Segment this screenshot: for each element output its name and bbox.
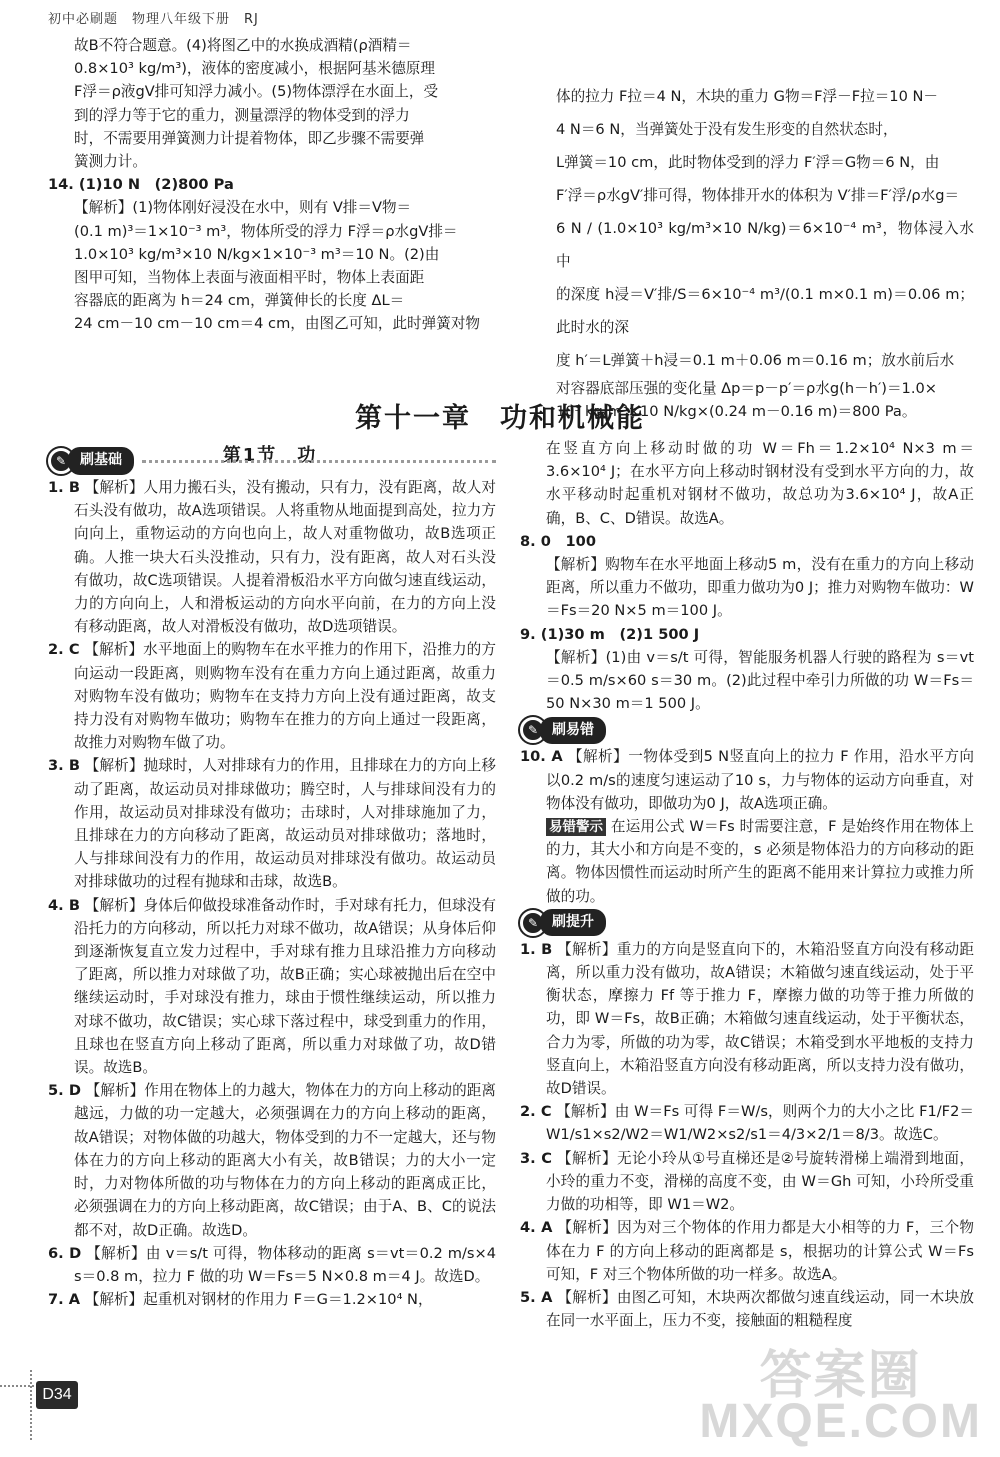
text-line: (0.1 m)³＝1×10⁻³ m³，物体所受的浮力 F浮＝ρ水gV排＝ [74,222,458,240]
answer-text: 【解析】由 W＝Fs 可得 F＝W/s，则两个力的大小之比 F1/F2＝W1/s1×s2/W2＝W1/W2×s2/s1＝4/3×2/1＝8/3。故选C。 [546,1103,974,1144]
answer-number: 8. 0 100 [520,532,596,550]
answer-item [520,437,974,530]
running-header: 初中必刷题 物理八年级下册 RJ [48,12,259,27]
answer-text: 【解析】人用力搬石头，没有搬动，只有力，没有距离，故人对石头没有做功，故A选项错误。人将重物从地面提到高处，拉力方向向上，重物运动的方向也向上，故人对重物做功，故B选项正确。人推一块大石头没推动，只有力，没有距离，故人对石头没有做功，故C选项错误。人提着滑板沿水平方向做匀速直线运动，力的方向向上，人和滑板运动的方向水平向前，在力的方向上没有移动距离，故人对滑板没有做功，故D选项错误。 [74,479,496,636]
watermark-logo [699,1333,982,1449]
warning-block [520,815,974,908]
watermark-url: MXQE.COM [699,1395,982,1448]
answer-number: 5. D [48,1082,81,1100]
answer-number: 10. A [520,748,563,766]
answer-item [520,745,974,815]
error-answer-list [520,745,974,815]
text-line: 对容器底部压强的变化量 Δp＝p－p′＝ρ水g(h－h′)＝1.0× [556,380,937,397]
answer-item [520,1216,974,1286]
right-column-top [556,80,974,423]
answer-text: 【解析】由图乙可知，木块两次都做匀速直线运动，同一木块放在同一水平面上，压力不变，接触面的粗糙程度 [546,1288,974,1330]
text-line: 体的拉力 F拉＝4 N，木块的重力 G物＝F浮－F拉＝10 N－ [556,88,939,105]
text-line: 6 N / (1.0×10³ kg/m³×10 N/kg)＝6×10⁻⁴ m³，物体浸入水中 [556,220,974,270]
answer-text: 【解析】一物体受到5 N竖直向上的拉力 F 作用，沿水平方向以0.2 m/s的速度匀速运动了10 s，力与物体的运动方向垂直，对物体没有做功，即做功为0 J，故A选项正确。 [546,748,975,812]
answer-item [520,1147,974,1217]
text-line: 度 h′＝L弹簧＋h浸＝0.1 m＋0.06 m＝0.16 m；放水前后水 [556,352,955,369]
answer-item [48,1288,496,1311]
answer-item [520,938,974,1100]
pencil-icon: ✎ [48,448,74,474]
tag-label: 刷基础 [68,447,134,474]
improve-answer-list [520,938,974,1332]
text-line: 到的浮力等于它的重力，测量漂浮的物体受到的浮力 [74,106,410,124]
answer-item [520,530,974,553]
warning-text: 在运用公式 W＝Fs 时需要注意，F 是始终作用在物体上的力，其大小和方向是不变的，s 必须是物体沿力的方向移动的距离。物体因惯性而运动时所产生的距离不能用来计算拉力或推力所做的功。 [546,818,974,905]
text-line: 4 N＝6 N，当弹簧处于没有发生形变的自然状态时， [556,121,898,138]
watermark-text: 答案圈 [759,1347,922,1405]
text-line: 24 cm－10 cm－10 cm＝4 cm，由图乙可知，此时弹簧对物 [74,315,481,333]
answer-number: 7. A [48,1291,81,1309]
answer-item [520,1286,974,1332]
answer-item [520,646,974,716]
dotted-divider [142,460,496,463]
text-line: 1.0×10³ kg/m³×10 N/kg×1×10⁻³ m³＝10 N。(2)由 [74,245,440,263]
answer-text: 【解析】起重机对钢材的作用力 F＝G＝1.2×10⁴ N， [84,1291,433,1309]
text-line: 的深度 h浸＝V′排/S＝6×10⁻⁴ m³/(0.1 m×0.1 m)＝0.06 m；此时水的深 [556,286,974,336]
answer-number: 9. (1)30 m (2)1 500 J [520,625,700,643]
text-line: F浮＝ρ液gV排可知浮力减小。(5)物体漂浮在水面上，受 [74,83,439,101]
left-column-main [48,446,496,1311]
pencil-icon: ✎ [520,717,546,743]
answer-number: 1. B [520,940,553,958]
answer-14-head: 14. (1)10 N (2)800 Pa [48,176,234,194]
answer-item [520,1100,974,1146]
tag-label: 刷易错 [540,717,606,744]
tag-label: 刷提升 [540,909,606,936]
answer-text: 【解析】身体后仰做投球准备动作时，手对球有托力，但球没有沿托力的方向移动，所以托力对球不做功，故A错误；从身体后仰到逐渐恢复直立发力过程中，手对球有推力且球沿推力方向移动了距离，所以推力对球做了功，故B正确；实心球被抛出后在空中继续运动时，手对球没有推力，球由于惯性继续运动，所以推力对球不做功，故C错误；实心球下落过程中，球受到重力的作用，且球也在竖直方向上移动了距离，所以重力对球做了功，故D错误。故选B。 [74,896,496,1077]
text-line: 【解析】(1)物体刚好浸没在水中，则有 V排＝V物＝ [74,199,412,217]
pencil-icon: ✎ [520,910,546,936]
corner-dotted-line [0,1385,34,1387]
answer-text: 【解析】作用在物体上的力越大，物体在力的方向上移动的距离越远，力做的功一定越大，必须强调在力的方向上移动的距离，故A错误；对物体做的功越大，物体受到的力不一定越大，还与物体在力的方向上移动的距离大小有关，故B错误；力的大小一定时，力对物体所做的功与物体在力的方向上移动的距离成正比，必须强调在力的方向上移动距离，故C错误；由于A、B、C的说法都不对，故D正确。故选D。 [74,1082,496,1239]
answer-item [48,754,496,893]
left-column-top [48,34,496,336]
answer-number: 1. B [48,479,80,496]
answer-text: 【解析】水平地面上的购物车在水平推力的作用下，沿推力的方向运动一段距离，则购物车没有在重力方向上通过距离，故重力对购物车没有做功；购物车在支持力方向上没有通过距离，故支持力没有对购物车做功；购物车在推力的方向上通过一段距离，故推力对购物车做了功。 [74,641,496,752]
text-line: 簧测力计。 [74,153,147,171]
answer-item [48,476,496,638]
answer-number: 2. C [520,1103,552,1121]
answer-text: 【解析】因为对三个物体的作用力都是大小相等的力 F，三个物体在力 F 的方向上移动的距离都是 s，根据功的计算公式 W＝Fs 可知，F 对三个物体所做的功一样多。故选A。 [546,1219,974,1283]
section-tag-error [520,715,974,745]
answer-text: 【解析】无论小玲从①号直梯还是②号旋转滑梯上端滑到地面，小玲的重力不变，滑梯的高度不变，由 W＝Gh 可知，小玲所受重力做的功相等，即 W1＝W2。 [546,1149,974,1214]
answer-number: 3. B [48,757,80,775]
answer-number: 4. B [48,896,80,914]
answer-item [520,623,974,646]
answer-item [48,638,496,754]
answer-number: 5. A [520,1288,553,1306]
text-line: 容器底的距离为 h＝24 cm，弹簧伸长的长度 ΔL＝ [74,292,405,310]
section-title: 第1节 功 [222,445,318,466]
answer-number: 4. A [520,1219,553,1237]
answer-text: 【解析】由 v＝s/t 可得，物体移动的距离 s＝vt＝0.2 m/s×4 s＝0.8 m，拉力 F 做的功 W＝Fs＝5 N×0.8 m＝4 J。故选D。 [74,1244,497,1285]
answer-item [48,894,496,1080]
section-tag-improve [520,908,974,938]
basic-answer-list [48,476,496,1311]
answer-text: 【解析】重力的方向是竖直向下的，木箱沿竖直方向没有移动距离，所以重力没有做功，故A错误；木箱做匀速直线运动，处于平衡状态，摩擦力 Ff 等于推力 F，摩擦力做的功等于推力所做的功，即 W＝Fs，故B正确；木箱做匀速直线运动，处于平衡状态，合力为零，所做的功为零，故C错误；木箱受到水平地板的支持力竖直向上，木箱沿竖直方向没有移动距离，所以支持力没有做功，故D错误。 [546,940,975,1098]
answer-number: 2. C [48,641,80,659]
answer-item [48,1079,496,1241]
answer-item [48,1242,496,1288]
chapter-title: 第十一章 功和机械能 [355,403,645,434]
text-line: 0.8×10³ kg/m³)，液体的密度减小，根据阿基米德原理 [74,60,435,78]
text-line: 10³ kg/m³×10 N/kg×(0.24 m－0.16 m)＝800 Pa。 [556,403,917,420]
text-line: 故B不符合题意。(4)将图乙中的水换成酒精(ρ酒精＝ [74,37,412,54]
text-line: 时，不需要用弹簧测力计提着物体，即乙步骤不需要弹 [74,129,425,147]
answer-text: 【解析】抛球时，人对排球有力的作用，且排球在力的方向上移动了距离，故运动员对排球做功；腾空时，人与排球间没有力的作用，故运动员对排球没有做功；击球时，人对排球施加了力，且排球在力的方向移动了距离，故运动员对排球做功；落地时，人与排球间没有力的作用，故运动员对排球没有做功。故运动员对排球做功的过程有抛球和击球，故选B。 [74,757,496,891]
answer-list-continued [520,437,974,715]
answer-item [520,553,974,623]
text-line: L弹簧＝10 cm，此时物体受到的浮力 F′浮＝G物＝6 N，由 [556,154,940,171]
right-column-main [520,437,974,1332]
answer-text: 【解析】购物车在水平地面上移动5 m，没有在重力的方向上移动距离，所以重力不做功，即重力做功为0 J；推力对购物车做功：W＝Fs＝20 N×5 m＝100 J。 [546,556,974,620]
answer-number: 6. D [48,1244,82,1262]
answer-text: 在竖直方向上移动时做的功 W＝Fh＝1.2×10⁴ N×3 m＝3.6×10⁴ J；在水平方向上移动时钢材没有受到水平方向的力，故水平移动时起重机对钢材不做功，故总功为3.6×10⁴ J，故A正确，B、C、D错误。故选A。 [546,440,974,527]
corner-dotted-line [30,1370,32,1440]
page-number: D34 [36,1381,78,1409]
section-tag-basic [48,446,496,476]
answer-number: 3. C [520,1149,552,1167]
answer-text: 【解析】(1)由 v＝s/t 可得，智能服务机器人行驶的路程为 s＝vt＝0.5 m/s×60 s＝30 m。(2)此过程中牵引力所做的功 W＝Fs＝50 N×30 m＝1 500 J。 [546,648,974,713]
warning-label: 易错警示 [546,818,606,836]
text-line: 图甲可知，当物体上表面与液面相平时，物体上表面距 [74,269,425,287]
text-line: F′浮＝ρ水gV′排可得，物体排开水的体积为 V′排＝F′浮/ρ水g＝ [556,187,960,204]
